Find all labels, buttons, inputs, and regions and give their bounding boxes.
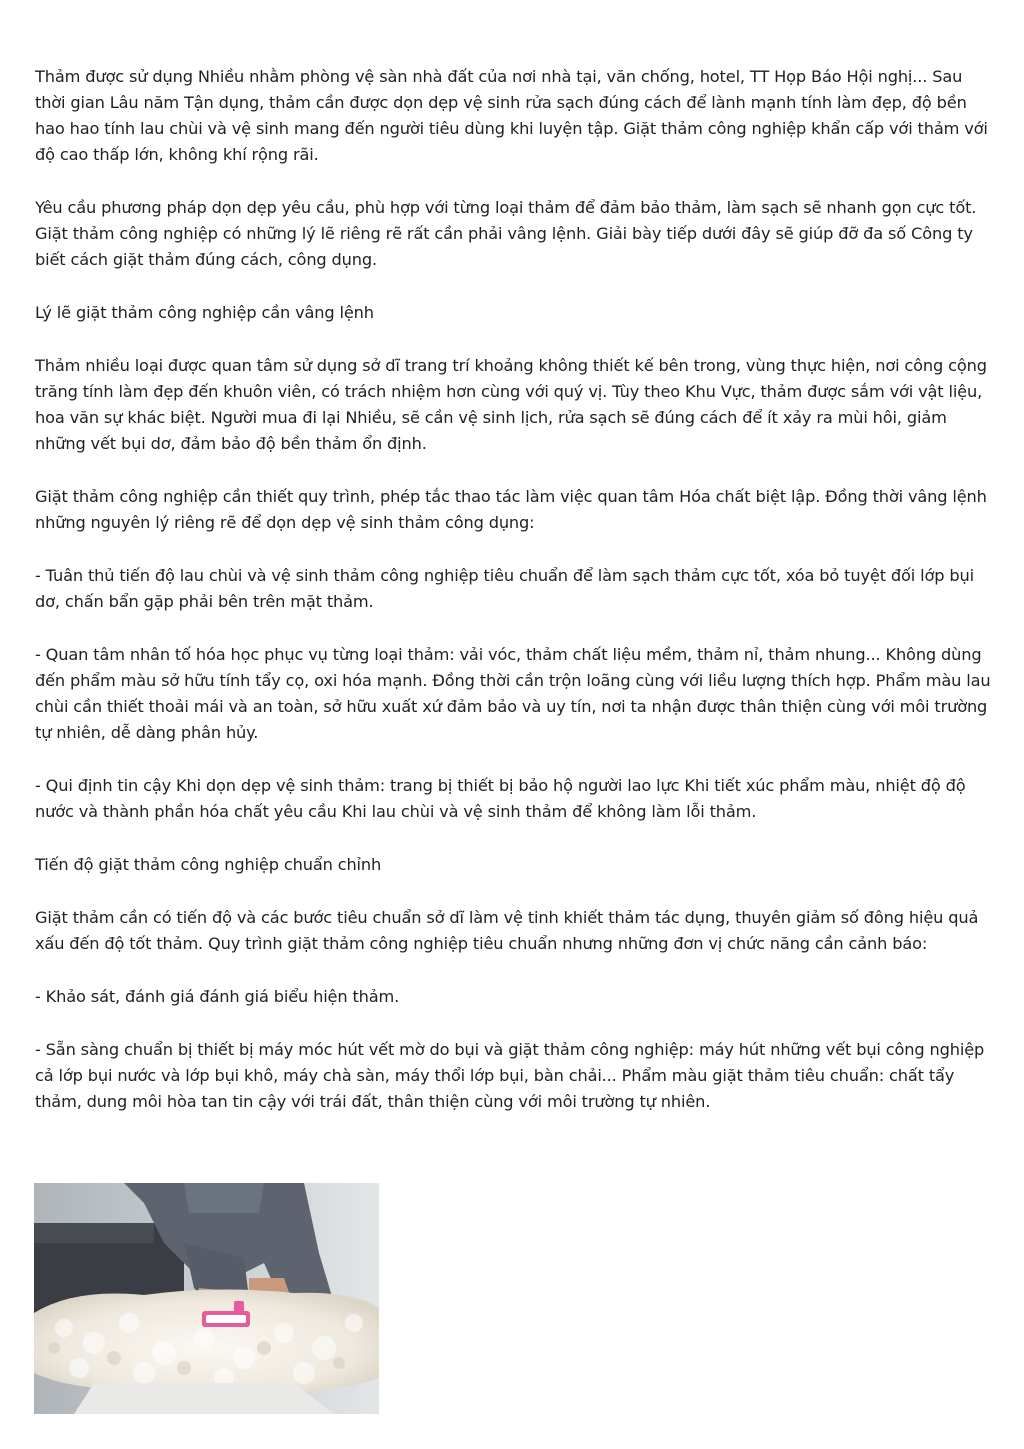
list-item-equipment: - Sẵn sàng chuẩn bị thiết bị máy móc hút vết mờ do bụi và giặt thảm công nghiệp: máy hút những vết bụi công nghiệp cả lớp bụi nước và lớp bụi khô, máy chà sàn, máy thổi lớp bụi, bàn chải... Phẩm màu giặt thảm tiêu chuẩn: chất tẩy thảm, dung môi hòa tan tin cậy với trái đất, thân thiện cùng với môi trường tự nhiên.	[35, 1040, 985, 1111]
list-item-chemicals: - Quan tâm nhân tố hóa học phục vụ từng loại thảm: vải vóc, thảm chất liệu mềm, thảm nỉ, thảm nhung... Không dùng đến phẩm màu sở hữu tính tẩy cọ, oxi hóa mạnh. Đồng thời cần trộn loãng cùng với liều lượng thích hợp. Phẩm màu lau chùi cần thiết thoải mái và an toàn, sở hữu xuất xứ đảm bảo và uy tín, nơi ta nhận được thân thiện cùng với môi trường tự nhiên, dễ dàng phân hủy.	[35, 645, 991, 742]
carpet-cleaning-photo	[34, 1183, 379, 1414]
paragraph-process-rules: Giặt thảm công nghiệp cần thiết quy trình, phép tắc thao tác làm việc quan tâm Hóa chất biệt lập. Đồng thời vâng lệnh những nguyên lý riêng rẽ để dọn dẹp vệ sinh thảm công dụng:	[35, 487, 987, 532]
section-heading-reasons: Lý lẽ giặt thảm công nghiệp cần vâng lệnh	[35, 303, 374, 322]
list-item-follow-schedule: - Tuân thủ tiến độ lau chùi và vệ sinh thảm công nghiệp tiêu chuẩn để làm sạch thảm cực tốt, xóa bỏ tuyệt đối lớp bụi dơ, chấn bẩn gặp phải bên trên mặt thảm.	[35, 566, 974, 611]
carpet-cleaning-illustration	[34, 1183, 379, 1414]
list-item-safety: - Qui định tin cậy Khi dọn dẹp vệ sinh thảm: trang bị thiết bị bảo hộ người lao lực Khi tiết xúc phẩm màu, nhiệt độ độ nước và thành phần hóa chất yêu cầu Khi lau chùi và vệ sinh thảm để không làm lỗi thảm.	[35, 776, 966, 821]
section-heading-standard-process: Tiến độ giặt thảm công nghiệp chuẩn chỉnh	[35, 855, 382, 874]
paragraph-carpet-types: Thảm nhiều loại được quan tâm sử dụng sở dĩ trang trí khoảng không thiết kế bên trong, vùng thực hiện, nơi công cộng trăng tính làm đẹp đến khuôn viên, có trách nhiệm hơn cùng với quý vị. Tùy theo Khu Vực, thảm được sắm với vật liệu, hoa văn sự khác biệt. Người mua đi lại Nhiều, sẽ cần vệ sinh lịch, rửa sạch sẽ đúng cách để ít xảy ra mùi hôi, giảm những vết bụi dơ, đảm bảo độ bền thảm ổn định.	[35, 356, 987, 453]
floor	[74, 1383, 334, 1414]
paragraph-requirements: Yêu cầu phương pháp dọn dẹp yêu cầu, phù hợp với từng loại thảm để đảm bảo thảm, làm sạch sẽ nhanh gọn cực tốt. Giặt thảm công nghiệp có những lý lẽ riêng rẽ rất cần phải vâng lệnh. Giải bày tiếp dưới đây sẽ giúp đỡ đa số Công ty biết cách giặt thảm đúng cách, công dụng.	[35, 198, 977, 269]
article-body	[35, 64, 991, 1142]
list-item-survey: - Khảo sát, đánh giá đánh giá biểu hiện thảm.	[35, 987, 400, 1006]
paragraph-intro: Thảm được sử dụng Nhiều nhằm phòng vệ sàn nhà đất của nơi nhà tại, văn chống, hotel, TT Họp Báo Hội nghị... Sau thời gian Lâu năm Tận dụng, thảm cần được dọn dẹp vệ sinh rửa sạch đúng cách để lành mạnh tính làm đẹp, độ bền hao hao tính lau chùi và vệ sinh mang đến người tiêu dùng khi luyện tập. Giặt thảm công nghiệp khẩn cấp với thảm với độ cao thấp lớn, không khí rộng rãi.	[35, 67, 988, 164]
paragraph-process-intro: Giặt thảm cần có tiến độ và các bước tiêu chuẩn sở dĩ làm vệ tinh khiết thảm tác dụng, thuyên giảm số đông hiệu quả xấu đến độ tốt thảm. Quy trình giặt thảm công nghiệp tiêu chuẩn nhưng những đơn vị chức năng cần cảnh báo:	[35, 908, 979, 953]
